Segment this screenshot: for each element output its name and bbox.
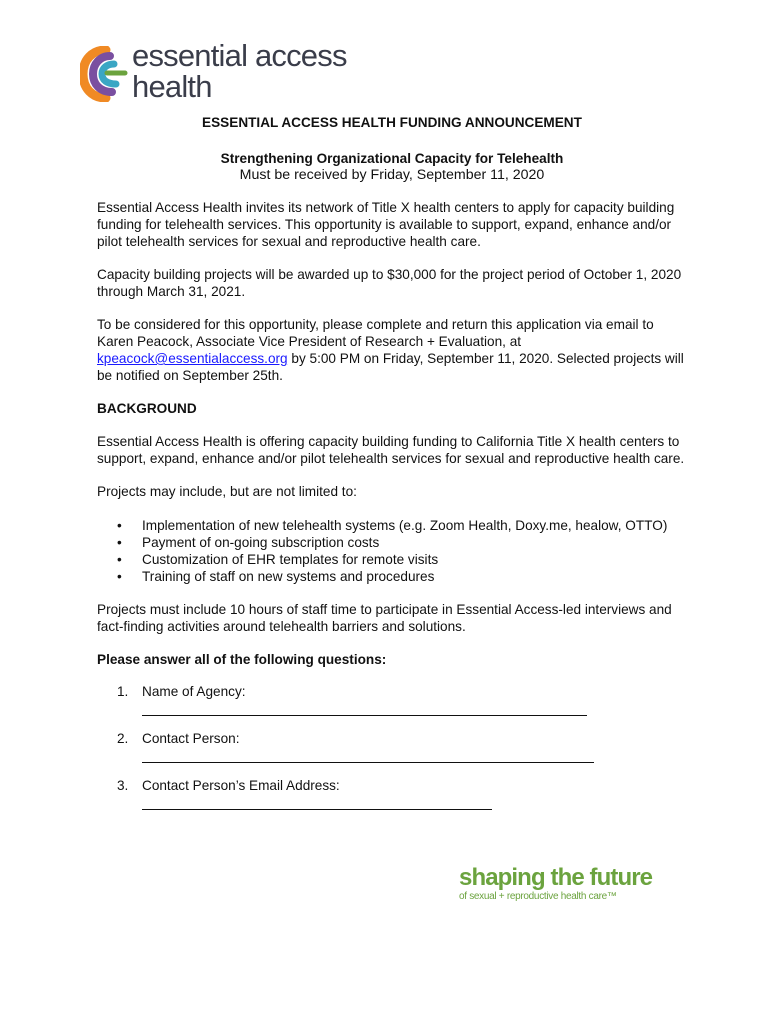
essential-access-health-logo — [80, 40, 380, 104]
background-heading: BACKGROUND — [97, 401, 197, 416]
tagline-sub: of sexual + reproductive health care™ — [459, 891, 617, 902]
question-number: 1. — [117, 684, 129, 699]
contact-email-field[interactable] — [142, 796, 492, 810]
question-contact-email — [97, 777, 687, 810]
question-contact-person — [97, 730, 687, 763]
question-number: 3. — [117, 778, 129, 793]
list-item: • Training of staff on new systems and procedures — [97, 568, 687, 585]
intro-paragraph-3 — [97, 316, 687, 384]
document-title: ESSENTIAL ACCESS HEALTH FUNDING ANNOUNCEMENT — [202, 115, 582, 130]
tagline-logo — [459, 864, 669, 902]
intro-paragraph-1: Essential Access Health invites its network of Title X health centers to apply for capacity building funding for telehealth services. This opportunity is available to support, expand, enhance and/or pilot telehealth services for sexual and reproductive health care. — [97, 200, 675, 249]
intro-paragraph-2: Capacity building projects will be awarded up to $30,000 for the project period of October 1, 2020 through March 31, 2021. — [97, 267, 682, 299]
tagline-main: shaping the future — [459, 864, 653, 891]
intro-paragraph-3-lead: To be considered for this opportunity, please complete and return this application via email to Karen Peacock, Associate Vice President of Research + Evaluation, at — [97, 317, 654, 349]
logo-mark-icon — [80, 46, 130, 102]
question-label: Contact Person: — [142, 731, 240, 746]
question-number: 2. — [117, 731, 129, 746]
background-paragraph-2: Projects may include, but are not limited to: — [97, 484, 357, 499]
background-paragraph-1: Essential Access Health is offering capacity building funding to California Title X health centers to support, expand, enhance and/or pilot telehealth services for sexual and reproductive health care. — [97, 434, 685, 466]
question-agency-name — [97, 683, 687, 716]
document-subtitle: Strengthening Organizational Capacity for Telehealth — [220, 151, 564, 166]
question-label: Name of Agency: — [142, 684, 246, 699]
intro-paragraph-3-tail: by 5:00 PM on Friday, September 11, 2020. Selected projects will be notified on September 25th. — [97, 351, 684, 383]
logo-text-line2: health — [132, 69, 212, 104]
deadline-text: Must be received by Friday, September 11, 2020 — [239, 167, 545, 183]
agency-name-field[interactable] — [142, 702, 587, 716]
contact-person-field[interactable] — [142, 749, 594, 763]
questions-heading: Please answer all of the following questions: — [97, 652, 387, 667]
logo-text-line1: essential access — [132, 38, 347, 73]
announcement-document — [97, 114, 687, 824]
list-item: • Payment of on-going subscription costs — [97, 534, 687, 551]
list-item: • Customization of EHR templates for remote visits — [97, 551, 687, 568]
project-examples-list — [97, 517, 687, 585]
list-item: • Implementation of new telehealth systems (e.g. Zoom Health, Doxy.me, healow, OTTO) — [97, 517, 687, 534]
question-label: Contact Person’s Email Address: — [142, 778, 340, 793]
background-paragraph-3: Projects must include 10 hours of staff time to participate in Essential Access-led interviews and fact-finding activities around telehealth barriers and solutions. — [97, 602, 672, 634]
questions-list — [97, 683, 687, 810]
contact-email-link[interactable]: kpeacock@essentialaccess.org — [97, 351, 288, 366]
